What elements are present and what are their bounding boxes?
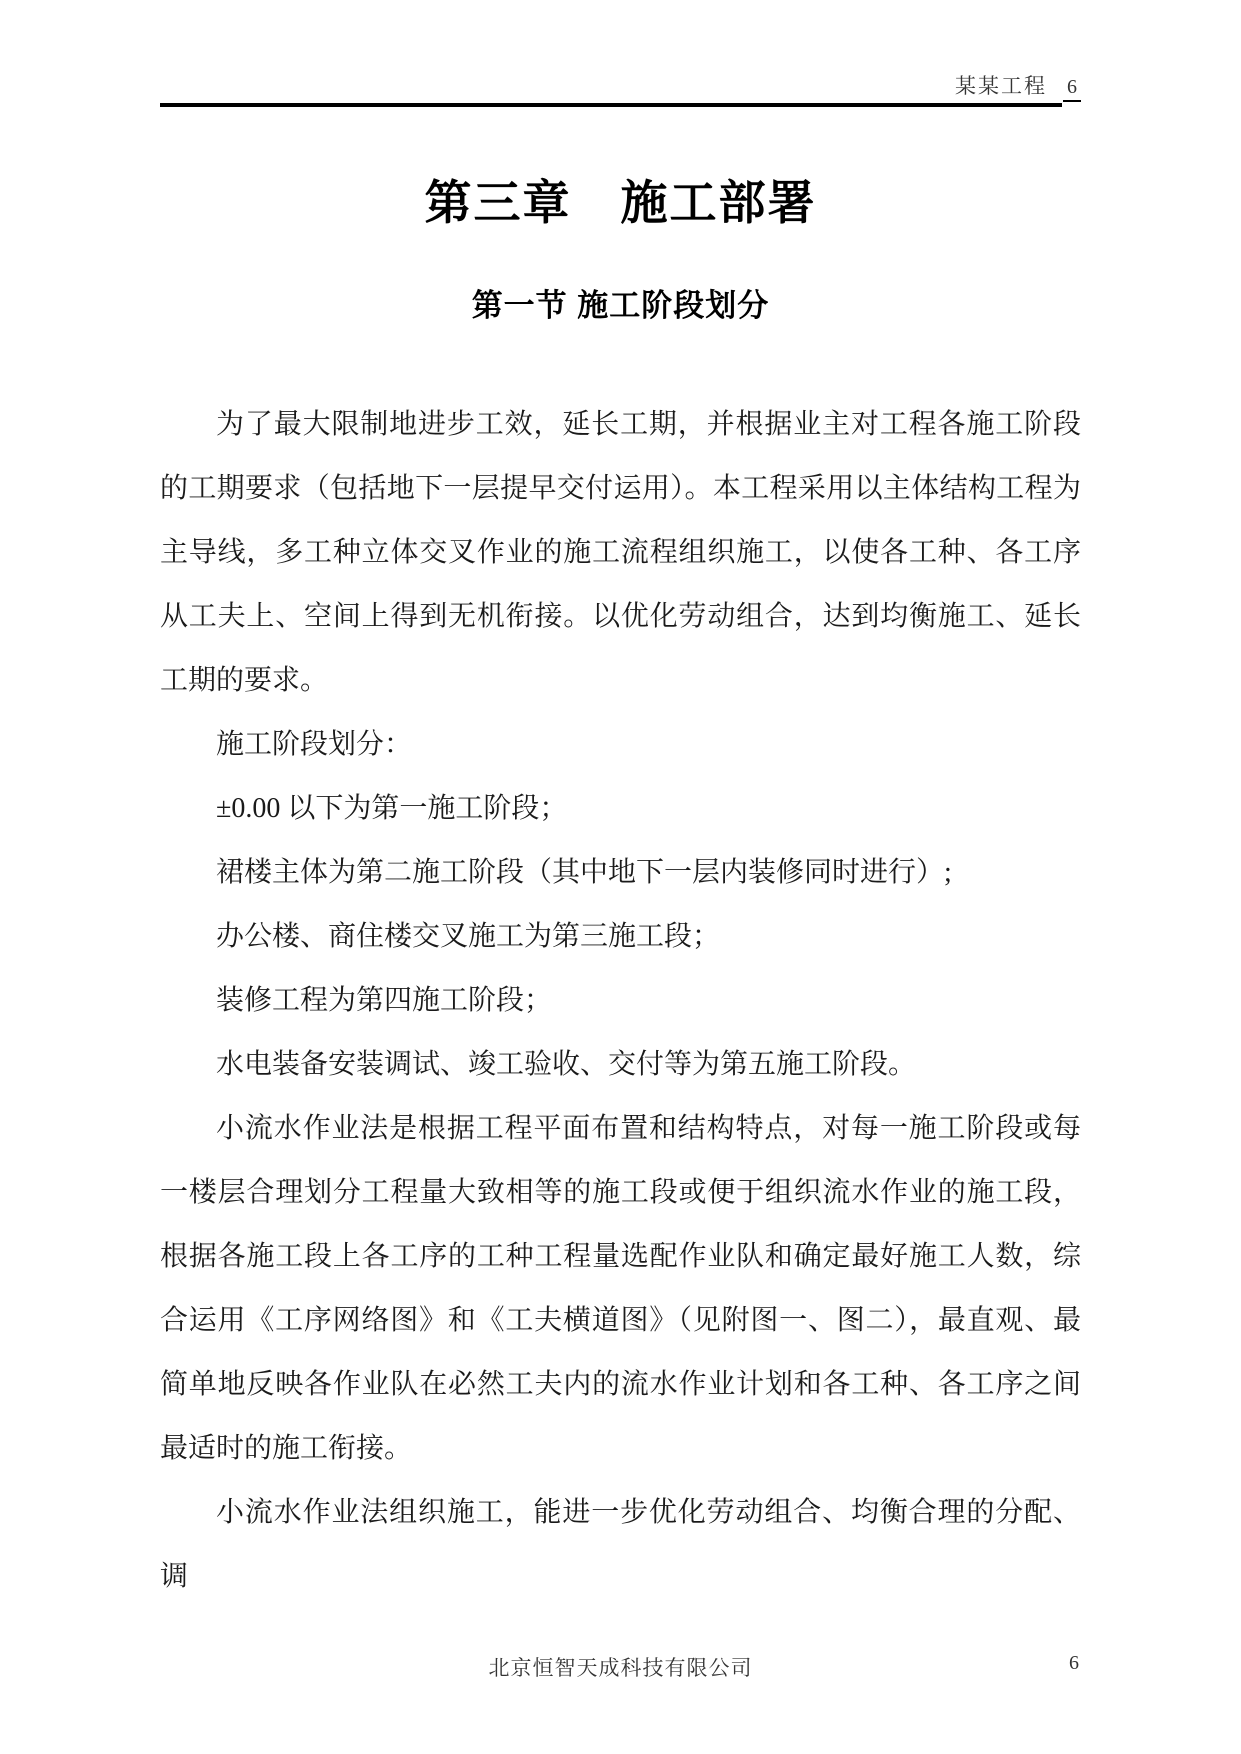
page-footer bbox=[160, 1652, 1081, 1684]
paragraph-stage-4: 装修工程为第四施工阶段； bbox=[216, 985, 553, 1016]
paragraph-stage-3: 办公楼、商住楼交叉施工为第三施工段； bbox=[216, 921, 721, 952]
footer-page-number: 6 bbox=[1069, 1652, 1079, 1674]
body-text bbox=[160, 393, 1081, 1609]
paragraph-stage-2: 裙楼主体为第二施工阶段（其中地下一层内装修同时进行）; bbox=[216, 857, 952, 888]
paragraph-flow-method: 小流水作业法是根据工程平面布置和结构特点，对每一施工阶段或每一楼层合理划分工程量大致相等的施工段或便于组织流水作业的施工段，根据各施工段上各工序的工种工程量选配作业队和确定最好施工人数，综合运用《工序网络图》和《工夫横道图》（见附图一、图二），最直观、最简单地反映各作业队在必然工夫内的流水作业计划和各工种、各工序之间最适时的施工衔接。 bbox=[160, 1113, 1081, 1464]
paragraph-intro: 为了最大限制地进步工效，延长工期，并根据业主对工程各施工阶段的工期要求（包括地下一层提早交付运用）。本工程采用以主体结构工程为主导线，多工种立体交叉作业的施工流程组织施工，以使各工种、各工序从工夫上、空间上得到无机衔接。以优化劳动组合，达到均衡施工、延长工期的要求。 bbox=[160, 409, 1081, 696]
footer-company-name: 北京恒智天成科技有限公司 bbox=[488, 1656, 753, 1680]
chapter-title: 第三章 施工部署 bbox=[424, 176, 817, 229]
header-page-number: 6 bbox=[1063, 76, 1081, 102]
paragraph-stage-5: 水电装备安装调试、竣工验收、交付等为第五施工阶段。 bbox=[216, 1049, 917, 1080]
header-rule bbox=[160, 103, 1062, 107]
header-row bbox=[955, 70, 1081, 102]
section-title: 第一节 施工阶段划分 bbox=[471, 288, 770, 323]
page-header bbox=[160, 70, 1081, 116]
paragraph-stage-1: ±0.00 以下为第一施工阶段； bbox=[216, 793, 568, 824]
paragraph-stage-division-label: 施工阶段划分： bbox=[216, 729, 413, 760]
paragraph-flow-method-continued: 小流水作业法组织施工，能进一步优化劳动组合、均衡合理的分配、调 bbox=[160, 1497, 1081, 1592]
document-content bbox=[160, 140, 1081, 1609]
header-project-name: 某某工程 bbox=[955, 74, 1047, 98]
